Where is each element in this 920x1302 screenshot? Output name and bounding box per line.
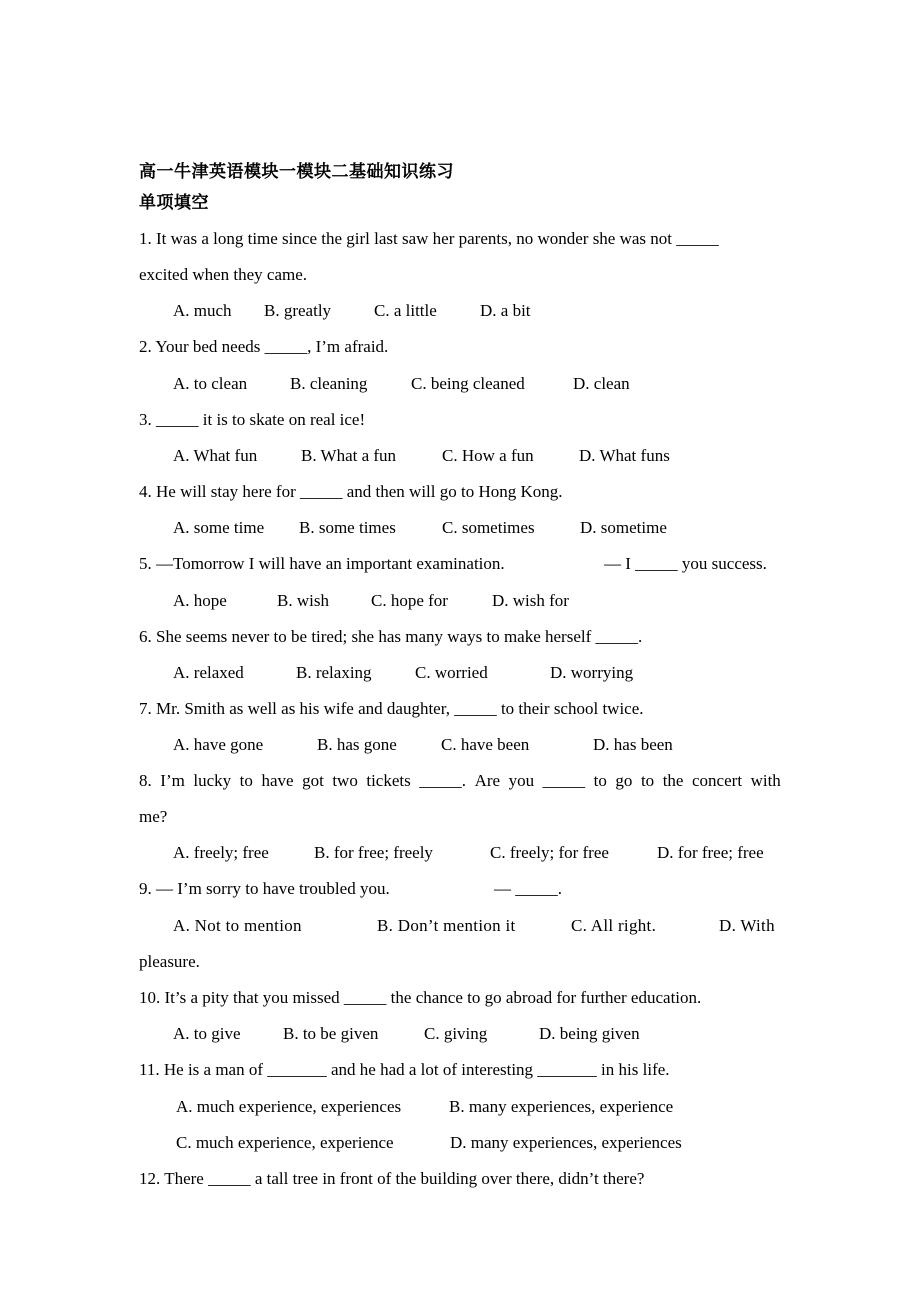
question-8-word: go bbox=[615, 771, 633, 790]
question-2-option-b: B. cleaning bbox=[290, 374, 368, 393]
question-5-option-b: B. wish bbox=[277, 591, 329, 610]
question-5-stem-prompt: 5. —Tomorrow I will have an important examination. bbox=[139, 554, 505, 573]
question-8-word: tickets bbox=[366, 771, 411, 790]
question-4-option-c: C. sometimes bbox=[442, 518, 535, 537]
question-8-word: have bbox=[261, 771, 294, 790]
question-4-option-a: A. some time bbox=[173, 518, 265, 537]
question-3-stem: 3. _____ it is to skate on real ice! bbox=[139, 410, 366, 429]
question-11-option-c: C. much experience, experience bbox=[176, 1133, 394, 1152]
question-10-option-c: C. giving bbox=[424, 1024, 488, 1043]
question-10-option-b: B. to be given bbox=[283, 1024, 379, 1043]
question-8-option-c: C. freely; for free bbox=[490, 843, 609, 862]
document-title: 高一牛津英语模块一模块二基础知识练习 bbox=[139, 162, 454, 182]
question-9-stem-reply: — _____. bbox=[494, 879, 562, 898]
question-10-stem: 10. It’s a pity that you missed _____ the chance to go abroad for further education. bbox=[139, 988, 702, 1007]
question-4-stem: 4. He will stay here for _____ and then will go to Hong Kong. bbox=[139, 482, 563, 501]
question-2-option-a: A. to clean bbox=[173, 374, 248, 393]
question-9-option-c: C. All right. bbox=[571, 916, 657, 935]
question-2-option-c: C. being cleaned bbox=[411, 374, 525, 393]
question-7-option-a: A. have gone bbox=[173, 735, 264, 754]
question-11-option-d: D. many experiences, experiences bbox=[450, 1133, 682, 1152]
question-3-option-a: A. What fun bbox=[173, 446, 258, 465]
question-8-word: to bbox=[593, 771, 607, 790]
question-8-word: lucky bbox=[193, 771, 232, 790]
question-7-option-c: C. have been bbox=[441, 735, 530, 754]
question-1-option-c: C. a little bbox=[374, 301, 437, 320]
question-8-word: concert bbox=[692, 771, 743, 790]
question-6-option-c: C. worried bbox=[415, 663, 488, 682]
question-5-stem-reply: — I _____ you success. bbox=[604, 554, 767, 573]
question-8-stem-line-2: me? bbox=[139, 807, 168, 826]
question-8-word: the bbox=[662, 771, 684, 790]
question-8-stem-line-1 bbox=[139, 770, 781, 792]
question-4-option-d: D. sometime bbox=[580, 518, 667, 537]
question-5-option-d: D. wish for bbox=[492, 591, 569, 610]
question-11-option-b: B. many experiences, experience bbox=[449, 1097, 674, 1116]
question-1-stem-line-2: excited when they came. bbox=[139, 265, 308, 284]
question-8-option-d: D. for free; free bbox=[657, 843, 764, 862]
question-8-word: Are bbox=[474, 771, 501, 790]
question-8-option-a: A. freely; free bbox=[173, 843, 269, 862]
question-8-word: got bbox=[302, 771, 324, 790]
question-6-option-a: A. relaxed bbox=[173, 663, 244, 682]
question-11-option-a: A. much experience, experiences bbox=[176, 1097, 402, 1116]
question-3-option-d: D. What funs bbox=[579, 446, 670, 465]
question-8-word: _____ bbox=[542, 771, 586, 790]
question-7-option-b: B. has gone bbox=[317, 735, 397, 754]
question-8-word: with bbox=[750, 771, 781, 790]
question-6-stem: 6. She seems never to be tired; she has many ways to make herself _____. bbox=[139, 627, 643, 646]
question-9-stem-prompt: 9. — I’m sorry to have troubled you. bbox=[139, 879, 390, 898]
question-5-option-a: A. hope bbox=[173, 591, 227, 610]
question-8-word: _____. bbox=[419, 771, 467, 790]
question-8-word: you bbox=[508, 771, 535, 790]
question-8-word: I’m bbox=[160, 771, 185, 790]
question-8-word: two bbox=[332, 771, 358, 790]
question-9-option-a: A. Not to mention bbox=[173, 916, 302, 935]
question-9-option-d: D. With bbox=[719, 916, 775, 935]
question-9-option-d-continued: pleasure. bbox=[139, 952, 200, 971]
question-2-option-d: D. clean bbox=[573, 374, 630, 393]
question-4-option-b: B. some times bbox=[299, 518, 396, 537]
question-1-option-b: B. greatly bbox=[264, 301, 332, 320]
question-11-stem: 11. He is a man of _______ and he had a lot of interesting _______ in his life. bbox=[139, 1060, 670, 1079]
question-1-option-d: D. a bit bbox=[480, 301, 531, 320]
question-1-stem-line-1: 1. It was a long time since the girl last saw her parents, no wonder she was not _____ bbox=[139, 229, 719, 248]
question-1-option-a: A. much bbox=[173, 301, 232, 320]
question-5-option-c: C. hope for bbox=[371, 591, 448, 610]
question-6-option-d: D. worrying bbox=[550, 663, 634, 682]
section-heading: 单项填空 bbox=[139, 193, 209, 213]
question-3-option-c: C. How a fun bbox=[442, 446, 534, 465]
question-2-stem: 2. Your bed needs _____, I’m afraid. bbox=[139, 337, 389, 356]
question-7-option-d: D. has been bbox=[593, 735, 673, 754]
question-3-option-b: B. What a fun bbox=[301, 446, 397, 465]
question-7-stem: 7. Mr. Smith as well as his wife and daughter, _____ to their school twice. bbox=[139, 699, 644, 718]
question-12-stem: 12. There _____ a tall tree in front of the building over there, didn’t there? bbox=[139, 1169, 645, 1188]
question-8-word: to bbox=[640, 771, 655, 790]
question-8-word: 8. bbox=[139, 771, 152, 790]
question-10-option-d: D. being given bbox=[539, 1024, 640, 1043]
question-8-word: to bbox=[239, 771, 253, 790]
question-8-option-b: B. for free; freely bbox=[314, 843, 433, 862]
question-6-option-b: B. relaxing bbox=[296, 663, 372, 682]
question-10-option-a: A. to give bbox=[173, 1024, 241, 1043]
question-9-option-b: B. Don’t mention it bbox=[377, 916, 516, 935]
